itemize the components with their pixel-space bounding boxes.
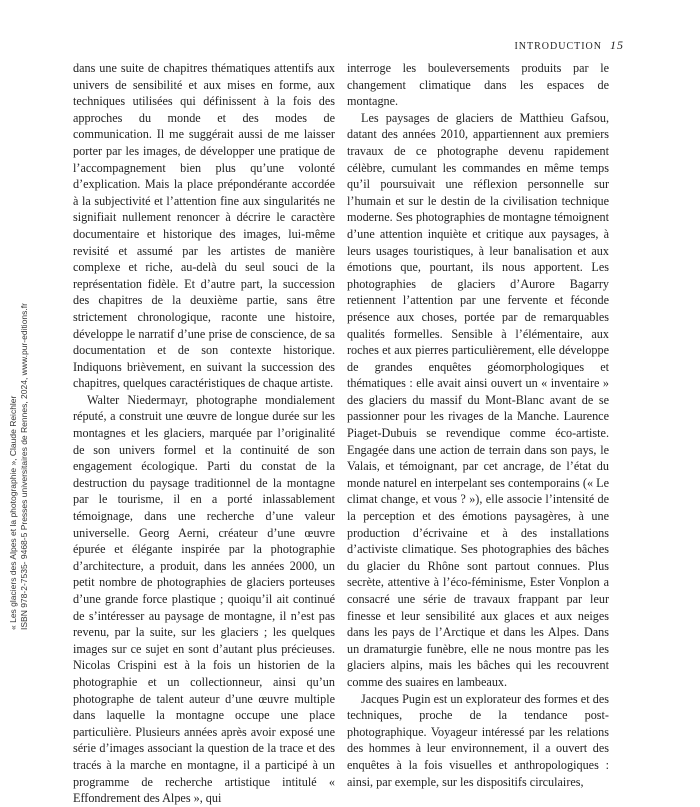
section-title: INTRODUCTION <box>514 41 602 52</box>
right-column <box>347 60 609 790</box>
copyright-note <box>8 303 29 630</box>
paragraph: Jacques Pugin est un explorateur des formes et des techniques, proche de la tendance post-photographique. Voyageur intéressé par les relations des hommes à leur environnement, il a ouvert des enquêtes à la fois visuelles et anthropologiques : ainsi, par exemple, sur les dispositifs circulaires, <box>347 691 609 789</box>
running-head <box>514 38 624 53</box>
copyright-line-isbn: ISBN 978-2-7535- 9468-5 Presses universitaires de Rennes, 2024, www.pur-editions.fr <box>18 303 29 630</box>
paragraph: Les paysages de glaciers de Matthieu Gafsou, datant des années 2010, appartiennent aux premiers travaux de ce photographe devenu rapidement célèbre, cumulant les commandes en même temps qu’il poursuivait une réflexion personnelle sur l’humain et sur le destin de la civilisation technique moderne. Ses photographies de montagne témoignent d’une attention inquiète et critique aux paysages, à leurs usages touristiques, à leur banalisation et aux émotions que, pourtant, ils nous apportent. Les photographies de glaciers d’Aurore Bagarry retiennent l’attention par une fervente et féconde présence aux choses, portée par de remarquables qualités formelles. Sensible à l’élémentaire, aux roches et aux pierres particulièrement, elle développe de grandes enquêtes géomorphologiques et thématiques : elle avait ainsi ouvert un « inventaire » des glaciers du massif du Mont-Blanc avant de se passionner pour les rivages de la Manche. Laurence Piaget-Dubuis se revendique comme éco-artiste. Engagée dans une action de terrain dans son pays, le Valais, et témoignant, par cet ancrage, de l’état du monde naturel en interpelant ses contemporains (« Le climat change, et vous ? »), elle associe l’intensité de la perception et des émotions paysagères, à une production d’écrivaine et à des installations d’activiste climatique. Ses photographies des bâches du glacier du Rhône sont partout connues. Plus secrète, attentive à l’éco-féminisme, Ester Vonplon a consacré une série de travaux frappant par leur finesse et leur sensibilité aux glaces et aux neiges dans les pays de l’Arctique et dans les Alpes. Dans un dramaturgie funèbre, elle ne nous montre pas les glaciers alpins, mais les bâches qui les recouvrent comme des suaires en lambeaux. <box>347 110 609 689</box>
paragraph: interroge les bouleversements produits par le changement climatique dans les espaces de montagne. <box>347 61 609 109</box>
paragraph: Walter Niedermayr, photographe mondialement réputé, a construit une œuvre de longue durée sur les montagnes et les glaciers, marquée par l’originalité de son univers formel et la continuité de son engagement écologique. Parti du constat de la destruction du paysage traditionnel de la montagne par le tourisme, il en a porté inlassablement témoignage, dans une recherche d’une valeur universelle. Georg Aerni, créateur d’une œuvre épurée et élégante inspirée par la photographie d’architecture, a produit, dans les années 2000, un petit nombre de photographies de glaciers porteuses d’une grande force plastique ; quoiqu’il ait continué de s’intéresser au paysage de montagne, il n’est pas revenu, par la suite, sur les glaciers ; les quelques images sur ce sujet en sont d’autant plus précieuses. Nicolas Crispini est à la fois un historien de la photographie et un collectionneur, ainsi qu’un photographe de talent auteur d’une œuvre multiple dans laquelle la montagne occupe une place particulière. Plusieurs années après avoir exposé une série d’images associant la question de la trace et des tracés à la marche en montagne, il a participé à un programme de recherche artistique intitulé « Effondrement des Alpes », qui <box>73 392 335 806</box>
copyright-line-title: « Les glaciers des Alpes et la photographie », Claude Reichler <box>8 395 18 630</box>
paragraph: dans une suite de chapitres thématiques attentifs aux univers de sensibilité et aux mises en forme, aux techniques utilisées qui définissent à la fois des approches du monde et des modes de communication. Il me suggérait aussi de me laisser porter par les images, de développer une pratique de l’accompagnement bien plus qu’une volonté d’explication. Mais la place prépondérante accordée à la subjectivité et l’attention fine aux singularités ne signifiait nullement renoncer à décrire le caractère documentaire et historique des images, lui-même revisité et assumé par les artistes de manière complexe et riche, au-delà du seul souci de la représentation fidèle. Et d’autre part, la succession des chapitres de la deuxième partie, sans être strictement chronologique, raconte une histoire, développe le narratif d’une prise de conscience, de sa documentation et de son contexte historique. Indiquons brièvement, en suivant la succession des chapitres, quelques caractéristiques de chaque artiste. <box>73 61 335 391</box>
left-column <box>73 60 335 807</box>
page-number: 15 <box>610 38 624 52</box>
